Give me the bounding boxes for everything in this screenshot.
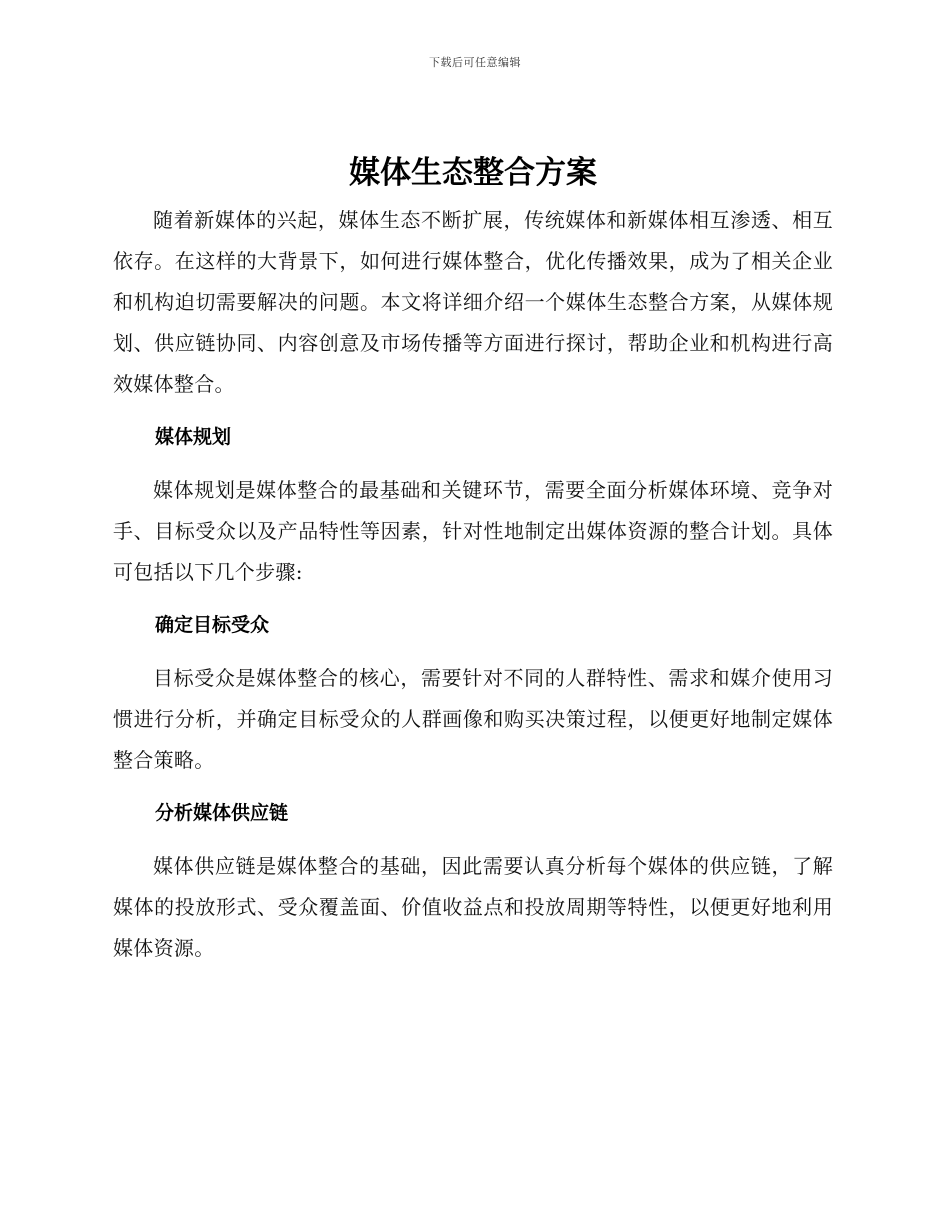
section-body-target-audience: 目标受众是媒体整合的核心，需要针对不同的人群特性、需求和媒介使用习惯进行分析，并确定目标受众的人群画像和购买决策过程，以便更好地制定媒体整合策略。 [113,666,833,772]
section-heading-media-planning: 媒体规划 [155,426,232,448]
section-body-supply-chain: 媒体供应链是媒体整合的基础，因此需要认真分析每个媒体的供应链，了解媒体的投放形式、受众覆盖面、价值收益点和投放周期等特性，以便更好地利用媒体资源。 [113,854,833,960]
section-heading-supply-chain: 分析媒体供应链 [155,802,289,824]
section-heading-target-audience: 确定目标受众 [155,614,270,636]
header-note: 下载后可任意编辑 [429,56,521,69]
document-body [113,150,833,969]
document-title: 媒体生态整合方案 [349,155,597,191]
section-body-media-planning: 媒体规划是媒体整合的最基础和关键环节，需要全面分析媒体环境、竞争对手、目标受众以及产品特性等因素，针对性地制定出媒体资源的整合计划。具体可包括以下几个步骤: [113,478,833,584]
intro-paragraph: 随着新媒体的兴起，媒体生态不断扩展，传统媒体和新媒体相互渗透、相互依存。在这样的大背景下，如何进行媒体整合，优化传播效果，成为了相关企业和机构迫切需要解决的问题。本文将详细介绍一个媒体生态整合方案，从媒体规划、供应链协同、内容创意及市场传播等方面进行探讨，帮助企业和机构进行高效媒体整合。 [113,208,833,396]
